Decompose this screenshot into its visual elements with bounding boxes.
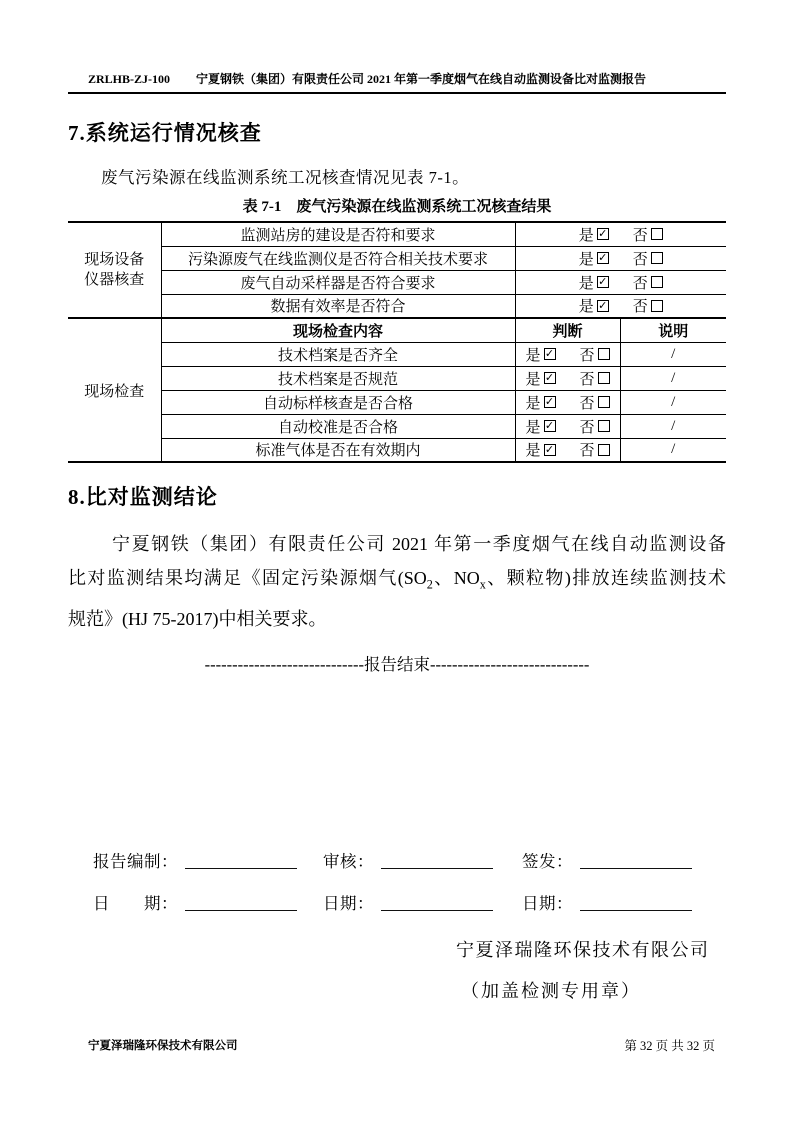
table-row bbox=[68, 390, 726, 414]
check-item-text: 数据有效率是否符合 bbox=[161, 294, 515, 318]
sig-issued: 签发： bbox=[522, 848, 692, 872]
checkbox-unchecked-icon bbox=[598, 444, 610, 456]
judgment-cell bbox=[515, 294, 726, 318]
group-label-equipment: 现场设备 仪器核查 bbox=[68, 222, 161, 318]
sig-date-1: 日 期： bbox=[93, 890, 297, 914]
end-dashes-right: ----------------------------- bbox=[430, 654, 590, 674]
checkbox-checked-icon: ✓ bbox=[598, 275, 608, 288]
table-row bbox=[68, 342, 726, 366]
checkbox-unchecked-icon bbox=[651, 252, 663, 264]
judgment-cell bbox=[515, 390, 620, 414]
nox-subscript: x bbox=[479, 577, 486, 592]
signature-line bbox=[185, 854, 297, 869]
table-header-row bbox=[68, 318, 726, 342]
checkbox-unchecked-icon bbox=[598, 372, 610, 384]
check-item-text: 废气自动采样器是否符合要求 bbox=[161, 270, 515, 294]
yes-label: 是 bbox=[525, 371, 541, 388]
note-cell: / bbox=[620, 414, 726, 438]
section-7-heading: 7.系统运行情况核查 bbox=[68, 121, 262, 145]
column-header-content: 现场检查内容 bbox=[161, 318, 515, 342]
yes-label: 是 bbox=[578, 299, 594, 316]
table-row bbox=[68, 246, 726, 270]
sig-reviewed: 审核： bbox=[323, 848, 493, 872]
checkbox-checked-icon: ✓ bbox=[544, 347, 555, 360]
yes-label: 是 bbox=[578, 227, 594, 244]
note-cell: / bbox=[620, 390, 726, 414]
page-header bbox=[68, 68, 726, 94]
column-header-note: 说明 bbox=[620, 318, 726, 342]
no-label: 否 bbox=[579, 419, 595, 436]
yes-label: 是 bbox=[525, 419, 541, 436]
no-label: 否 bbox=[632, 227, 648, 244]
checkbox-unchecked-icon bbox=[651, 276, 663, 288]
judgment-cell bbox=[515, 270, 726, 294]
so2-subscript: 2 bbox=[426, 577, 433, 592]
judgment-cell bbox=[515, 342, 620, 366]
check-item-text: 技术档案是否规范 bbox=[161, 366, 515, 390]
section-8-heading: 8.比对监测结论 bbox=[68, 485, 218, 509]
checkbox-unchecked-icon bbox=[651, 228, 663, 240]
group-label-site-check: 现场检查 bbox=[68, 318, 161, 462]
report-end-line bbox=[68, 651, 726, 675]
doc-number: ZRLHB-ZJ-100 bbox=[88, 72, 171, 86]
end-dashes-left: ----------------------------- bbox=[204, 654, 364, 674]
note-cell: / bbox=[620, 366, 726, 390]
signature-line bbox=[381, 896, 493, 911]
doc-title: 宁夏钢铁（集团）有限责任公司 2021 年第一季度烟气在线自动监测设备比对监测报告 bbox=[196, 72, 647, 86]
conclusion-paragraph bbox=[68, 527, 726, 636]
judgment-cell bbox=[515, 438, 620, 462]
checkbox-unchecked-icon bbox=[598, 420, 610, 432]
no-label: 否 bbox=[579, 395, 595, 412]
checkbox-unchecked-icon bbox=[598, 348, 610, 360]
check-item-text: 技术档案是否齐全 bbox=[161, 342, 515, 366]
check-item-text: 监测站房的建设是否符和要求 bbox=[161, 222, 515, 246]
sig-date-2: 日期： bbox=[323, 890, 493, 914]
no-label: 否 bbox=[632, 299, 648, 316]
yes-label: 是 bbox=[578, 251, 594, 268]
column-header-judgment: 判断 bbox=[515, 318, 620, 342]
signature-line bbox=[580, 854, 692, 869]
yes-label: 是 bbox=[525, 347, 541, 364]
stamp-note: （加盖检测专用章） bbox=[461, 981, 641, 1001]
table-row bbox=[68, 366, 726, 390]
note-cell: / bbox=[620, 438, 726, 462]
yes-label: 是 bbox=[525, 395, 541, 412]
checkbox-checked-icon: ✓ bbox=[544, 419, 555, 432]
inspection-table bbox=[68, 221, 726, 463]
table-row bbox=[68, 270, 726, 294]
check-item-text: 自动标样核查是否合格 bbox=[161, 390, 515, 414]
table-row bbox=[68, 414, 726, 438]
sig-date-3: 日期： bbox=[522, 890, 692, 914]
conclusion-line-1: 宁夏钢铁（集团）有限责任公司 2021 年第一季度烟气在线自动监测设备 bbox=[112, 534, 726, 554]
no-label: 否 bbox=[579, 371, 595, 388]
checkbox-unchecked-icon bbox=[598, 396, 610, 408]
no-label: 否 bbox=[632, 251, 648, 268]
table-caption: 表 7-1 废气污染源在线监测系统工况核查结果 bbox=[242, 199, 552, 215]
footer-page-number: 第 32 页 共 32 页 bbox=[624, 1039, 715, 1053]
judgment-cell bbox=[515, 414, 620, 438]
checkbox-unchecked-icon bbox=[651, 300, 663, 312]
judgment-cell bbox=[515, 366, 620, 390]
check-item-text: 标准气体是否在有效期内 bbox=[161, 438, 515, 462]
footer-company: 宁夏泽瑞隆环保技术有限公司 bbox=[88, 1040, 238, 1052]
issuing-company-name: 宁夏泽瑞隆环保技术有限公司 bbox=[456, 940, 710, 960]
check-item-text: 自动校准是否合格 bbox=[161, 414, 515, 438]
signature-line bbox=[580, 896, 692, 911]
signature-line bbox=[185, 896, 297, 911]
table-row bbox=[68, 438, 726, 462]
section-7-intro: 废气污染源在线监测系统工况核查情况见表 7-1。 bbox=[101, 168, 470, 187]
checkbox-checked-icon: ✓ bbox=[544, 395, 555, 408]
conclusion-line-2: 比对监测结果均满足《固定污染源烟气($SO_2$、$NO_x$、颗粒物)排放连续监测技术 bbox=[68, 568, 726, 592]
checkbox-checked-icon: ✓ bbox=[598, 298, 608, 312]
checkbox-checked-icon: ✓ bbox=[544, 371, 555, 384]
table-row bbox=[68, 294, 726, 318]
table-row bbox=[68, 222, 726, 246]
yes-label: 是 bbox=[525, 443, 541, 460]
checkbox-checked-icon: ✓ bbox=[598, 251, 608, 264]
checkbox-checked-icon: ✓ bbox=[598, 227, 608, 241]
no-label: 否 bbox=[579, 443, 595, 460]
judgment-cell bbox=[515, 222, 726, 246]
check-item-text: 污染源废气在线监测仪是否符合相关技术要求 bbox=[161, 246, 515, 270]
judgment-cell bbox=[515, 246, 726, 270]
checkbox-checked-icon: ✓ bbox=[544, 442, 555, 456]
yes-label: 是 bbox=[578, 275, 594, 292]
no-label: 否 bbox=[632, 275, 648, 292]
note-cell: / bbox=[620, 342, 726, 366]
sig-prepared: 报告编制： bbox=[93, 848, 297, 872]
signature-line bbox=[381, 854, 493, 869]
no-label: 否 bbox=[579, 347, 595, 364]
conclusion-line-3: 规范》(HJ 75-2017)中相关要求。 bbox=[68, 608, 327, 629]
end-label: 报告结束 bbox=[364, 654, 430, 674]
